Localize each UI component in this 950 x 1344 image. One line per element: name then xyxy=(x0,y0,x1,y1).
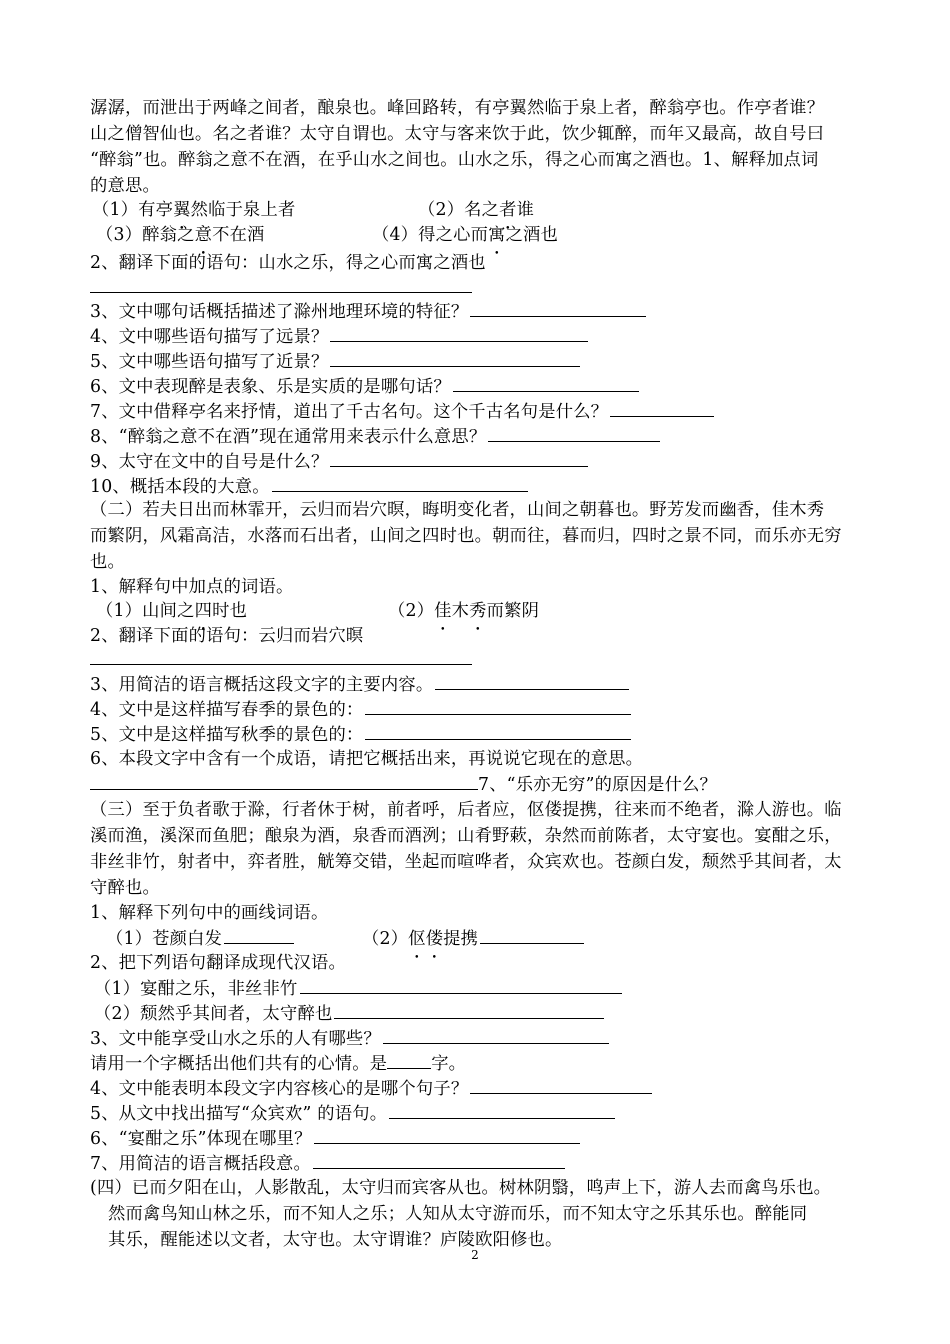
answer-blank[interactable] xyxy=(90,771,478,790)
answer-blank[interactable] xyxy=(272,473,528,492)
q3-translate-1: （1）宴酣之乐，非丝非竹 xyxy=(94,975,622,1001)
passage1-line: 潺潺，而泄出于两峰之间者，酿泉也。峰回路转，有亭翼然临于泉上者，醉翁亭也。作亭者谁？ xyxy=(90,98,825,118)
answer-line[interactable] xyxy=(90,646,472,672)
dotted-word: 者 xyxy=(499,200,517,220)
answer-blank[interactable] xyxy=(314,1125,580,1144)
q1-item-3: （3）醉翁之意不在酒 xyxy=(96,225,265,245)
q3-question-1: 1、解释下列句中的画线词语。 xyxy=(90,903,329,923)
q3-question-3b: 请用一个字概括出他们共有的心情。是 字。 xyxy=(90,1050,466,1076)
dotted-word: 伛 xyxy=(408,929,426,949)
answer-blank[interactable] xyxy=(224,925,294,944)
q3-question-5: 5、从文中找出描写“众宾欢” 的语句。 xyxy=(90,1100,615,1126)
dotted-word: 佳 xyxy=(434,601,452,621)
q2-item-2: （2）佳木秀而繁阴 xyxy=(388,601,540,621)
passage4-line: 然而禽鸟知山林之乐，而不知人之乐；人知从太守游而乐，而不知太守之乐其乐也。醉能同 xyxy=(108,1204,808,1224)
answer-blank[interactable] xyxy=(330,323,588,342)
answer-blank[interactable] xyxy=(387,1050,431,1069)
passage1-line: “醉翁”也。醉翁之意不在酒，在乎山水之间也。山水之乐，得之心而寓之酒也。1、解释加点词 xyxy=(90,150,819,170)
q2-question-1: 1、解释句中加点的词语。 xyxy=(90,577,294,597)
passage1-line: 的意思。 xyxy=(90,176,160,196)
answer-blank[interactable] xyxy=(365,696,631,715)
passage4-line: (四）已而夕阳在山，人影散乱，太守归而宾客从也。树林阴翳，鸣声上下，游人去而禽鸟乐也。 xyxy=(90,1178,832,1198)
q2-question-3: 3、用简洁的语言概括这段文字的主要内容。 xyxy=(90,671,629,697)
dotted-word: 寓 xyxy=(488,225,506,245)
q1-question-3: 3、文中哪句话概括描述了滁州地理环境的特征？ xyxy=(90,298,646,324)
q1-question-7: 7、文中借释亭名来抒情，道出了千古名句。这个千古名句是什么？ xyxy=(90,398,714,424)
answer-blank[interactable] xyxy=(330,448,588,467)
answer-blank[interactable] xyxy=(480,925,584,944)
q3-translate-2: （2）颓然乎其间者，太守醉也 xyxy=(94,1000,604,1026)
answer-blank[interactable] xyxy=(435,671,629,690)
dotted-word: 偻 xyxy=(425,929,444,949)
q2-question-4: 4、文中是这样描写春季的景色的： xyxy=(90,696,631,722)
answer-blank[interactable] xyxy=(610,398,714,417)
answer-blank[interactable] xyxy=(300,975,622,994)
passage4-line: 其乐，醒能述以文者，太守也。太守谓谁？庐陵欧阳修也。 xyxy=(108,1230,563,1250)
q1-question-5: 5、文中哪些语句描写了近景？ xyxy=(90,348,580,374)
dotted-word: 秀 xyxy=(469,601,487,621)
passage2-line: 而繁阴，风霜高洁，水落而石出者，山间之四时也。朝而往，暮而归，四时之景不同，而乐亦无穷 xyxy=(90,526,842,546)
answer-blank[interactable] xyxy=(389,1100,615,1119)
answer-blank[interactable] xyxy=(470,1075,652,1094)
q1-question-9: 9、太守在文中的自号是什么？ xyxy=(90,448,588,474)
q3-question-4: 4、文中能表明本段文字内容核心的是哪个句子？ xyxy=(90,1075,652,1101)
q1-question-2: 2、翻译下面的语句：山水之乐，得之心而寓之酒也 xyxy=(90,253,486,273)
q1-item-4: （4）得之心而寓之酒也 xyxy=(372,225,559,245)
answer-blank[interactable] xyxy=(313,1150,565,1169)
passage3-line: （三）至于负者歌于滁，行者休于树，前者呼，后者应，伛偻提携，往来而不绝者，滁人游也。临 xyxy=(90,800,842,820)
q3-question-2: 2、把下列语句翻译成现代汉语。 xyxy=(90,953,346,973)
q1-question-6: 6、文中表现醉是表象、乐是实质的是哪句话？ xyxy=(90,373,639,399)
q1-question-10: 10、概括本段的大意。 xyxy=(90,473,528,499)
dotted-word: 意 xyxy=(194,225,213,245)
answer-blank[interactable] xyxy=(488,423,660,442)
q1-question-8: 8、“醉翁之意不在酒”现在通常用来表示什么意思？ xyxy=(90,423,660,449)
passage2-line: 也。 xyxy=(90,552,125,572)
q2-question-7-line: 7、“乐亦无穷”的原因是什么？ xyxy=(90,771,717,797)
q1-item-1: （1）有亭翼然临于泉上者 xyxy=(92,200,296,220)
q2-item-1: （1）山间之四时也 xyxy=(96,601,248,621)
q2-question-6: 6、本段文字中含有一个成语，请把它概括出来，再说说它现在的意思。 xyxy=(90,749,644,769)
answer-blank[interactable] xyxy=(470,298,646,317)
q1-question-4: 4、文中哪些语句描写了远景？ xyxy=(90,323,588,349)
q3-question-3: 3、文中能享受山水之乐的人有哪些？ xyxy=(90,1025,609,1051)
dotted-word: 四 xyxy=(194,601,213,621)
q2-question-2: 2、翻译下面的语句：云归而岩穴暝 xyxy=(90,626,364,646)
passage1-line: 山之僧智仙也。名之者谁？太守自谓也。太守与客来饮于此，饮少辄醉，而年又最高，故自号曰 xyxy=(90,124,825,144)
answer-line[interactable] xyxy=(90,274,472,300)
answer-blank[interactable] xyxy=(365,721,631,740)
answer-blank[interactable] xyxy=(453,373,639,392)
answer-blank[interactable] xyxy=(330,348,580,367)
answer-blank[interactable] xyxy=(334,1000,604,1019)
q3-question-7: 7、用简洁的语言概括段意。 xyxy=(90,1150,565,1176)
q1-item-2: （2）名之者谁 xyxy=(418,200,535,220)
passage3-line: 非丝非竹，射者中，弈者胜，觥筹交错，坐起而喧哗者，众宾欢也。苍颜白发，颓然乎其间者，太 xyxy=(90,852,842,872)
passage3-line: 守醉也。 xyxy=(90,878,160,898)
q3-question-6: 6、“宴酣之乐”体现在哪里？ xyxy=(90,1125,580,1151)
page-number: 2 xyxy=(471,1248,479,1262)
passage3-line: 溪而渔，溪深而鱼肥；酿泉为酒，泉香而酒洌；山肴野蔌，杂然而前陈者，太守宴也。宴酣之乐， xyxy=(90,826,842,846)
answer-blank[interactable] xyxy=(383,1025,609,1044)
dotted-word: 翼 xyxy=(173,200,191,220)
q3-item-2: （2）伛偻提携 xyxy=(362,925,584,951)
passage2-line: （二）若夫日出而林霏开，云归而岩穴暝，晦明变化者，山间之朝暮也。野芳发而幽香，佳木秀 xyxy=(90,500,825,520)
dotted-word: 苍 xyxy=(152,929,170,949)
q3-item-1: （1）苍颜白发 xyxy=(106,925,294,951)
q2-question-5: 5、文中是这样描写秋季的景色的： xyxy=(90,721,631,747)
